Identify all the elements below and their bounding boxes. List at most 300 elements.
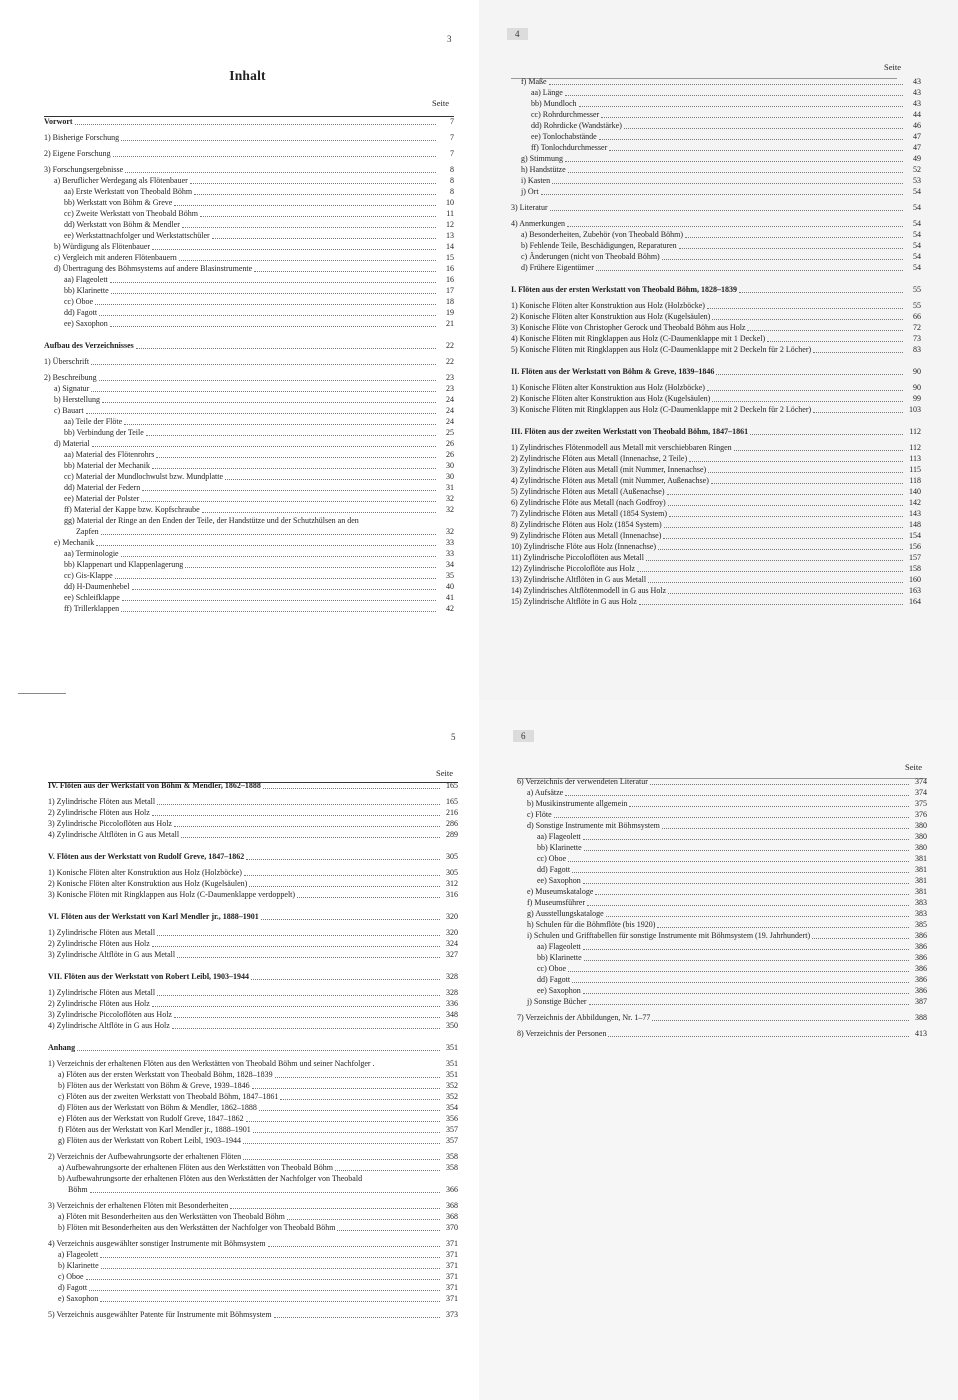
dot-leader [601,116,903,118]
toc-entry [511,486,921,497]
dot-leader [595,893,909,895]
dot-leader [96,544,436,546]
toc-entry [511,322,921,333]
dot-leader [624,127,903,129]
toc-entry-page: 158 [909,564,921,573]
toc-entry-title: cc) Material der Mundlochwulst bzw. Mundplatte [64,472,223,481]
toc-entry-title: bb) Mundloch [531,99,577,108]
toc-entry-title: cc) Gis-Klappe [64,571,113,580]
toc-entry-title: Böhm [68,1185,88,1194]
dot-leader [567,225,903,227]
dot-leader [92,445,436,447]
dot-leader [179,259,436,261]
toc-entry-page: 357 [446,1136,458,1145]
toc-entry-page: 352 [446,1092,458,1101]
toc-entry-page: 90 [913,367,921,376]
toc-entry-page: 115 [909,465,921,474]
toc-entry-title: 12) Zylindrische Piccoloflöte aus Holz [511,564,635,573]
toc-entry [48,1042,458,1053]
toc-entry-page: 413 [915,1029,927,1038]
toc-entry-title: I. Flöten aus der ersten Werkstatt von Theobald Böhm, 1828–1839 [511,285,738,294]
toc-entry-title: 8) Verzeichnis der Personen [517,1029,607,1038]
dot-leader [747,329,903,331]
toc-entry [511,366,921,377]
toc-entry-page: 47 [913,132,921,141]
toc-entry-page: 17 [446,286,454,295]
toc-entry [511,311,921,322]
toc-entry [48,829,458,840]
toc-entry-title: 1) Konische Flöten alter Konstruktion aus Holz (Holzböcke) [48,868,242,877]
toc-entry [517,974,927,985]
toc-entry [44,132,454,143]
toc-entry-page: 43 [913,88,921,97]
toc-entry-title: 1) Zylindrische Flöten aus Metall [48,988,156,997]
toc-entry-page: 358 [446,1152,458,1161]
toc-entry-title: ee) Saxophon [537,876,581,885]
toc-entry-page: 30 [446,461,454,470]
dot-leader [174,1016,440,1018]
toc-page-4 [479,0,958,700]
toc-entry-page: 305 [446,852,458,861]
dot-leader [75,123,436,125]
dot-leader [274,1316,440,1318]
dot-leader [77,1049,440,1051]
toc-entry-page: 157 [909,553,921,562]
toc-entry [511,442,921,453]
dot-leader [194,193,436,195]
dot-leader [549,83,903,85]
toc-entry [511,344,921,355]
toc-entry-page: 366 [446,1185,458,1194]
toc-entry-title: e) Flöten aus der Werkstatt von Rudolf Greve, 1847–1862 [58,1114,244,1123]
page-number: 5 [451,732,456,742]
toc-entry-page: 371 [446,1294,458,1303]
toc-entry [48,1222,458,1233]
toc-entry [44,548,454,559]
dot-leader [89,1289,440,1291]
toc-entry-page: 148 [909,520,921,529]
toc-entry-page: 83 [913,345,921,354]
toc-entry-title: dd) Rohrdicke (Wandstärke) [531,121,622,130]
dot-leader [679,247,903,249]
toc-entry-title: aa) Länge [531,88,563,97]
toc-entry [511,475,921,486]
toc-entry [517,809,927,820]
toc-entry [511,541,921,552]
dot-leader [565,94,903,96]
toc-entry-title: 4) Zylindrische Flöten aus Metall (mit Nummer, Außenachse) [511,476,709,485]
toc-entry-title: VII. Flöten aus der Werkstatt von Robert Leibl, 1903–1944 [48,972,250,981]
toc-entry [44,175,454,186]
toc-entry-page: 336 [446,999,458,1008]
toc-entry-title: 1) Überschrift [44,357,90,366]
toc-entry-page: 164 [909,597,921,606]
toc-entry-page: 165 [446,797,458,806]
page-number: 6 [513,730,534,742]
dot-leader [685,236,903,238]
toc-entry [44,515,454,526]
dot-leader [202,511,436,513]
toc-entry-page: 47 [913,143,921,152]
toc-entry [517,930,927,941]
toc-entry-title: 8) Zylindrische Flöten aus Holz (1854 System) [511,520,662,529]
toc-entry [511,552,921,563]
toc-entry-title: a) Signatur [54,384,90,393]
toc-entry-title: III. Flöten aus der zweiten Werkstatt von Theobald Böhm, 1847–1861 [511,427,749,436]
seite-label: Seite [884,62,901,72]
dot-leader [101,533,436,535]
toc-entry-page: 24 [446,395,454,404]
dot-leader [185,566,436,568]
toc-entry-page: 23 [446,373,454,382]
toc-entry-title: 15) Zylindrische Altflöte in G aus Holz [511,597,637,606]
toc-entry-page: 72 [913,323,921,332]
toc-entry-title: 1) Konische Flöten alter Konstruktion aus Holz (Holzböcke) [511,383,705,392]
toc-entry-page: 371 [446,1272,458,1281]
dot-leader [361,523,436,524]
dot-leader [668,504,903,506]
toc-entry [48,1020,458,1031]
toc-entry-page: 15 [446,253,454,262]
toc-entry-title: ee) Saxophon [537,986,581,995]
toc-entry-title: i) Schulen und Grifftabellen für sonstige Instrumente mit Böhmsystem (19. Jahrhundert) [527,931,811,940]
dot-leader [177,956,440,958]
toc-entry [44,274,454,285]
toc-entry-title: 7) Verzeichnis der Abbildungen, Nr. 1–77 [517,1013,651,1022]
toc-entry [44,449,454,460]
toc-entry [48,818,458,829]
dot-leader [113,155,436,157]
dot-leader [662,258,903,260]
toc-entry-title: aa) Terminologie [64,549,119,558]
toc-entry-page: 7 [450,149,454,158]
toc-entry [517,875,927,886]
toc-entry-page: 118 [909,476,921,485]
toc-entry-page: 46 [913,121,921,130]
dot-leader [554,816,909,818]
toc-entry-page: 351 [446,1043,458,1052]
toc-entry-page: 10 [446,198,454,207]
toc-entry-page: 156 [909,542,921,551]
dot-leader [568,860,909,862]
toc-entry-title: c) Vergleich mit anderen Flötenbauern [54,253,177,262]
toc-entry-title: f) Flöten aus der Werkstatt von Karl Mendler jr., 1888–1901 [58,1125,251,1134]
toc-entry-page: 16 [446,264,454,273]
dot-leader [629,805,909,807]
toc-entry [511,519,921,530]
dot-leader [734,449,903,451]
dot-leader [599,138,903,140]
toc-entry-page: 385 [915,920,927,929]
toc-entry-page: 324 [446,939,458,948]
toc-entry-page: 371 [446,1261,458,1270]
toc-entry-page: 352 [446,1081,458,1090]
toc-entry [44,438,454,449]
dot-leader [750,433,903,435]
toc-entry-page: 11 [446,209,454,218]
toc-entry-page: 54 [913,187,921,196]
toc-entry [48,1249,458,1260]
toc-entry [48,927,458,938]
toc-entry-page: 22 [446,357,454,366]
dot-leader [812,937,909,939]
toc-entry-title: cc) Oboe [64,297,94,306]
toc-entry-page: 42 [446,604,454,613]
dot-leader [181,836,440,838]
toc-entry [517,787,927,798]
dot-leader [663,537,903,539]
toc-entry-title: a) Aufbewahrungsorte der erhaltenen Flöten aus den Werkstätten von Theobald Böhm [58,1163,333,1172]
toc-entry [511,563,921,574]
toc-entry-page: 41 [446,593,454,602]
toc-entry [517,842,927,853]
toc-entry [44,241,454,252]
dot-leader [813,351,903,353]
dot-leader [152,814,440,816]
toc-entry-page: 386 [915,931,927,940]
toc-page-6 [479,700,958,1400]
toc-entry [517,919,927,930]
toc-entry-page: 32 [446,527,454,536]
toc-entry-page: 374 [915,788,927,797]
toc-entry-title: cc) Oboe [537,964,567,973]
toc-entry-title: d) Fagott [58,1283,88,1292]
toc-entry-title: i) Kasten [521,176,551,185]
toc-entry-page: 26 [446,450,454,459]
dot-leader [668,592,903,594]
toc-entry-page: 35 [446,571,454,580]
dot-leader [550,209,903,211]
toc-entry-title: e) Museumskataloge [527,887,594,896]
toc-entry-title: c) Bauart [54,406,84,415]
toc-page-3 [0,0,479,700]
toc-entry [511,284,921,295]
toc-entry [44,340,454,351]
toc-entry-title: b) Aufbewahrungsorte der erhaltenen Flöten aus den Werkstätten der Nachfolger von Theobald [58,1174,363,1183]
toc-entry [511,333,921,344]
toc-entry-page: 112 [909,427,921,436]
dot-leader [115,577,436,579]
toc-entry-title: 13) Zylindrische Altflöten in G aus Metall [511,575,647,584]
dot-leader [124,423,436,425]
dot-leader [664,526,903,528]
toc-entry-page: 380 [915,832,927,841]
toc-entry-page: 375 [915,799,927,808]
toc-entry [517,820,927,831]
toc-entry-title: b) Musikinstrumente allgemein [527,799,628,808]
toc-entry-title: ee) Saxophon [64,319,108,328]
toc-entry [44,603,454,614]
toc-entry-page: 327 [446,950,458,959]
toc-entry-page: 33 [446,549,454,558]
toc-entry-page: 34 [446,560,454,569]
toc-entry-page: 381 [915,887,927,896]
dot-leader [152,467,436,469]
toc-entry-title: 1) Bisherige Forschung [44,133,120,142]
toc-entry-title: IV. Flöten aus der Werkstatt von Böhm & Mendler, 1862–1888 [48,781,261,790]
toc-entry [511,76,921,87]
toc-entry [44,372,454,383]
toc-entry-title: 2) Verzeichnis der Aufbewahrungsorte der erhaltenen Flöten [48,1152,242,1161]
toc-entry [44,208,454,219]
toc-entry-title: cc) Zweite Werkstatt von Theobald Böhm [64,209,198,218]
seite-label: Seite [905,762,922,772]
toc-entry-page: 354 [446,1103,458,1112]
toc-entry [511,186,921,197]
toc-entry-page: 140 [909,487,921,496]
toc-entry-title: 3) Zylindrische Piccoloflöten aus Holz [48,819,172,828]
toc-entry [511,574,921,585]
toc-entry-page: 387 [915,997,927,1006]
toc-entry-title: V. Flöten aus der Werkstatt von Rudolf Greve, 1847–1862 [48,852,245,861]
toc-entry-page: 43 [913,99,921,108]
toc-entry [511,175,921,186]
toc-entry-page: 23 [446,384,454,393]
toc-entry [44,427,454,438]
toc-entry [48,1293,458,1304]
toc-entry-title: b) Flöten aus der Werkstatt von Böhm & Greve, 1939–1846 [58,1081,250,1090]
dot-leader [552,182,903,184]
seite-label: Seite [436,768,453,778]
toc-entry-title: a) Besonderheiten, Zubehör (von Theobald Böhm) [521,230,684,239]
toc-entry-page: 350 [446,1021,458,1030]
toc-entry-page: 112 [909,443,921,452]
toc-entry [44,416,454,427]
dot-leader [565,794,909,796]
toc-entry [48,878,458,889]
toc-entry-title: 10) Zylindrische Flöte aus Holz (Innenachse) [511,542,657,551]
dot-leader [712,400,903,402]
dot-leader [101,1267,440,1269]
toc-entry [511,218,921,229]
page-number: 4 [507,28,528,40]
dot-leader [254,270,436,272]
toc-entry-title: VI. Flöten aus der Werkstatt von Karl Mendler jr., 1888–1901 [48,912,259,921]
toc-entry [44,559,454,570]
toc-entry-page: 113 [909,454,921,463]
toc-entry [517,996,927,1007]
toc-entry-title: a) Beruflicher Werdegang als Flötenbauer [54,176,188,185]
toc-entry-title: dd) Fagott [64,308,98,317]
toc-entry-page: 286 [446,819,458,828]
toc-entry-page: 31 [446,483,454,492]
toc-entry [517,886,927,897]
toc-entry-title: d) Material [54,439,90,448]
dot-leader [99,379,436,381]
toc-entry-page: 21 [446,319,454,328]
toc-entry-title: c) Oboe [58,1272,84,1281]
toc-entry [48,987,458,998]
dot-leader [589,1003,909,1005]
toc-entry-title: 4) Zylindrische Altflöte in G aus Holz [48,1021,170,1030]
dot-leader [583,948,909,950]
toc-entry [44,356,454,367]
toc-entry-page: 52 [913,165,921,174]
toc-entry-title: c) Flöten aus der zweiten Werkstatt von Theobald Böhm, 1847–1861 [58,1092,279,1101]
toc-entry-page: 383 [915,898,927,907]
toc-entry-title: bb) Klarinette [537,843,582,852]
dot-leader [583,838,909,840]
toc-entry-page: 16 [446,275,454,284]
toc-entry-page: 371 [446,1283,458,1292]
toc-entry-title: b) Herstellung [54,395,100,404]
toc-entry-page: 24 [446,406,454,415]
toc-entry-title: ee) Material der Polster [64,494,140,503]
dot-leader [141,500,436,502]
toc-entry-page: 90 [913,383,921,392]
toc-entry-page: 103 [909,405,921,414]
toc-entry [44,263,454,274]
dot-leader [767,340,903,342]
toc-entry-page: 143 [909,509,921,518]
toc-entry [48,971,458,982]
toc-entry-page: 386 [915,975,927,984]
dot-leader [142,489,436,491]
toc-entry-page: 53 [913,176,921,185]
toc-entry-title: 2) Zylindrische Flöten aus Metall (Innenachse, 2 Teile) [511,454,688,463]
toc-entry-title: bb) Klappenart und Klappenlagerung [64,560,184,569]
toc-entry-title: 1) Zylindrisches Flötenmodell aus Metall mit verschiebbaren Ringen [511,443,732,452]
toc-entry [511,585,921,596]
dot-leader [251,978,440,980]
toc-entry-page: 14 [446,242,454,251]
toc-entry-title: 2) Eigene Forschung [44,149,111,158]
dot-leader [608,1035,909,1037]
toc-entry-page: 328 [446,972,458,981]
toc-entry-title: 1) Zylindrische Flöten aus Metall [48,928,156,937]
dot-leader [111,292,436,294]
toc-entry [48,807,458,818]
toc-entry [511,464,921,475]
toc-entry [511,262,921,273]
toc-entry-page: 381 [915,876,927,885]
dot-leader [157,994,440,996]
toc-entry [48,1080,458,1091]
toc-entry-title: Vorwort [44,117,73,126]
toc-entry-title: d) Sonstige Instrumente mit Böhmsystem [527,821,660,830]
toc-entry-page: 154 [909,531,921,540]
dot-leader [263,787,440,789]
page-divider [18,693,66,694]
dot-leader [261,918,440,920]
toc-entry [517,864,927,875]
toc-entry [44,307,454,318]
dot-leader [639,603,903,605]
toc-entry-title: 4) Konische Flöten mit Ringklappen aus Holz (C-Daumenklappe mit 1 Deckel) [511,334,766,343]
dot-leader [230,1207,440,1209]
toc-entry [511,120,921,131]
dot-leader [708,471,903,473]
dot-leader [100,1256,440,1258]
dot-leader [243,1158,440,1160]
toc-entry-title: bb) Werkstatt von Böhm & Greve [64,198,173,207]
toc-entry [517,897,927,908]
toc-entry-title: 3) Konische Flöten mit Ringklappen aus Holz (C-Daumenklappe verdoppelt) [48,890,296,899]
toc-entry-title: 5) Verzeichnis ausgewählter Patente für Instrumente mit Böhmsystem [48,1310,272,1319]
toc-entry-page: 386 [915,964,927,973]
toc-entry [511,596,921,607]
seite-label: Seite [432,98,449,108]
dot-leader [813,411,903,413]
dot-leader [91,363,436,365]
toc-entry-page: 357 [446,1125,458,1134]
toc-entry-title: 5) Konische Flöten mit Ringklappen aus Holz (C-Daumenklappe mit 2 Deckeln für 2 Löcher) [511,345,812,354]
toc-entry [48,1260,458,1271]
toc-entry [48,1069,458,1080]
toc-entry-page: 351 [446,1059,458,1068]
toc-entry [44,116,454,127]
dot-leader [95,303,436,305]
